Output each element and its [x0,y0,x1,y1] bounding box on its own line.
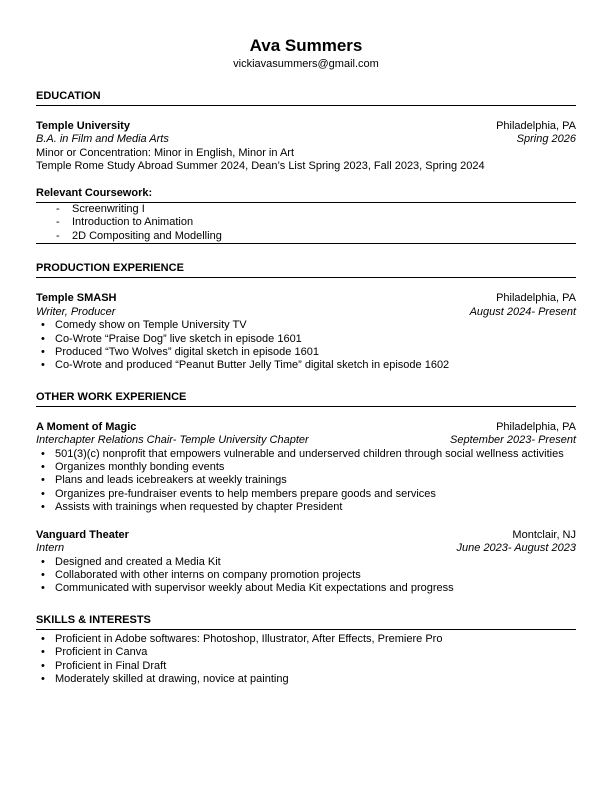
org-location: Philadelphia, PA [496,292,576,305]
org-name: A Moment of Magic [36,420,137,433]
bullet-item: • Comedy show on Temple University TV [36,319,576,332]
experience-entry-vanguard-theater [36,529,576,596]
skill-item: • Proficient in Adobe softwares: Photoshop, Illustrator, After Effects, Premiere Pro [36,633,576,646]
education-entry [36,120,576,174]
skills-list [36,633,576,687]
date-range: September 2023- Present [450,434,576,447]
bullet-item: • Plans and leads icebreakers at weekly trainings [36,474,576,487]
education-header-row [36,120,576,133]
skill-item: • Proficient in Canva [36,646,576,659]
coursework-header: Relevant Coursework: [36,187,576,203]
school-location: Philadelphia, PA [496,120,576,132]
bullet-item: • 501(3)(c) nonprofit that empowers vulnerable and underserved children through social wellness activities [36,448,576,461]
degree-title: B.A. in Film and Media Arts [36,133,169,146]
role-title: Writer, Producer [36,305,116,318]
entry-header-row [36,292,576,305]
date-range: June 2023- August 2023 [456,542,576,555]
bullet-list [36,448,576,515]
entry-role-row [36,434,576,447]
coursework-item: - Screenwriting I [36,203,576,217]
org-name: Vanguard Theater [36,528,129,541]
coursework-block [36,187,576,245]
entry-role-row [36,542,576,555]
org-location: Philadelphia, PA [496,420,576,433]
email-address: vickiavasummers@gmail.com [233,58,379,70]
skill-item: • Moderately skilled at drawing, novice at painting [36,673,576,686]
coursework-item: - 2D Compositing and Modelling [36,230,576,244]
person-name: Ava Summers [249,36,363,55]
bullet-item: • Co-Wrote and produced “Peanut Butter Jelly Time” digital sketch in episode 1602 [36,359,576,372]
role-title: Intern [36,542,65,555]
coursework-item: - Introduction to Animation [36,216,576,230]
honors-line: Temple Rome Study Abroad Summer 2024, Dean’s List Spring 2023, Fall 2023, Spring 2024 [36,160,485,173]
graduation-date: Spring 2026 [516,133,576,146]
bullet-item: • Produced “Two Wolves” digital sketch in episode 1601 [36,346,576,359]
coursework-list [36,203,576,245]
section-header-other-work: OTHER WORK EXPERIENCE [36,391,576,407]
minor-line: Minor or Concentration: Minor in English, Minor in Art [36,146,294,159]
bullet-item: • Communicated with supervisor weekly about Media Kit expectations and progress [36,582,576,595]
school-name: Temple University [36,120,130,132]
bullet-list [36,319,576,373]
experience-entry-temple-smash [36,292,576,372]
entry-header-row [36,529,576,542]
date-range: August 2024- Present [469,305,576,318]
bullet-item: • Organizes pre-fundraiser events to help members prepare goods and services [36,488,576,501]
bullet-item: • Organizes monthly bonding events [36,461,576,474]
skill-item: • Proficient in Final Draft [36,660,576,673]
education-degree-row [36,133,576,146]
bullet-list [36,556,576,596]
role-title: Interchapter Relations Chair- Temple University Chapter [36,434,309,447]
entry-header-row [36,421,576,434]
bullet-item: • Designed and created a Media Kit [36,556,576,569]
bullet-item: • Co-Wrote “Praise Dog” live sketch in episode 1601 [36,333,576,346]
bullet-item: • Collaborated with other interns on company promotion projects [36,569,576,582]
section-header-skills: SKILLS & INTERESTS [36,614,576,630]
entry-role-row [36,306,576,319]
bullet-item: • Assists with trainings when requested by chapter President [36,501,576,514]
org-name: Temple SMASH [36,292,117,305]
org-location: Montclair, NJ [512,528,576,541]
section-header-production: PRODUCTION EXPERIENCE [36,262,576,278]
experience-entry-moment-of-magic [36,421,576,515]
section-header-education: EDUCATION [36,90,576,106]
